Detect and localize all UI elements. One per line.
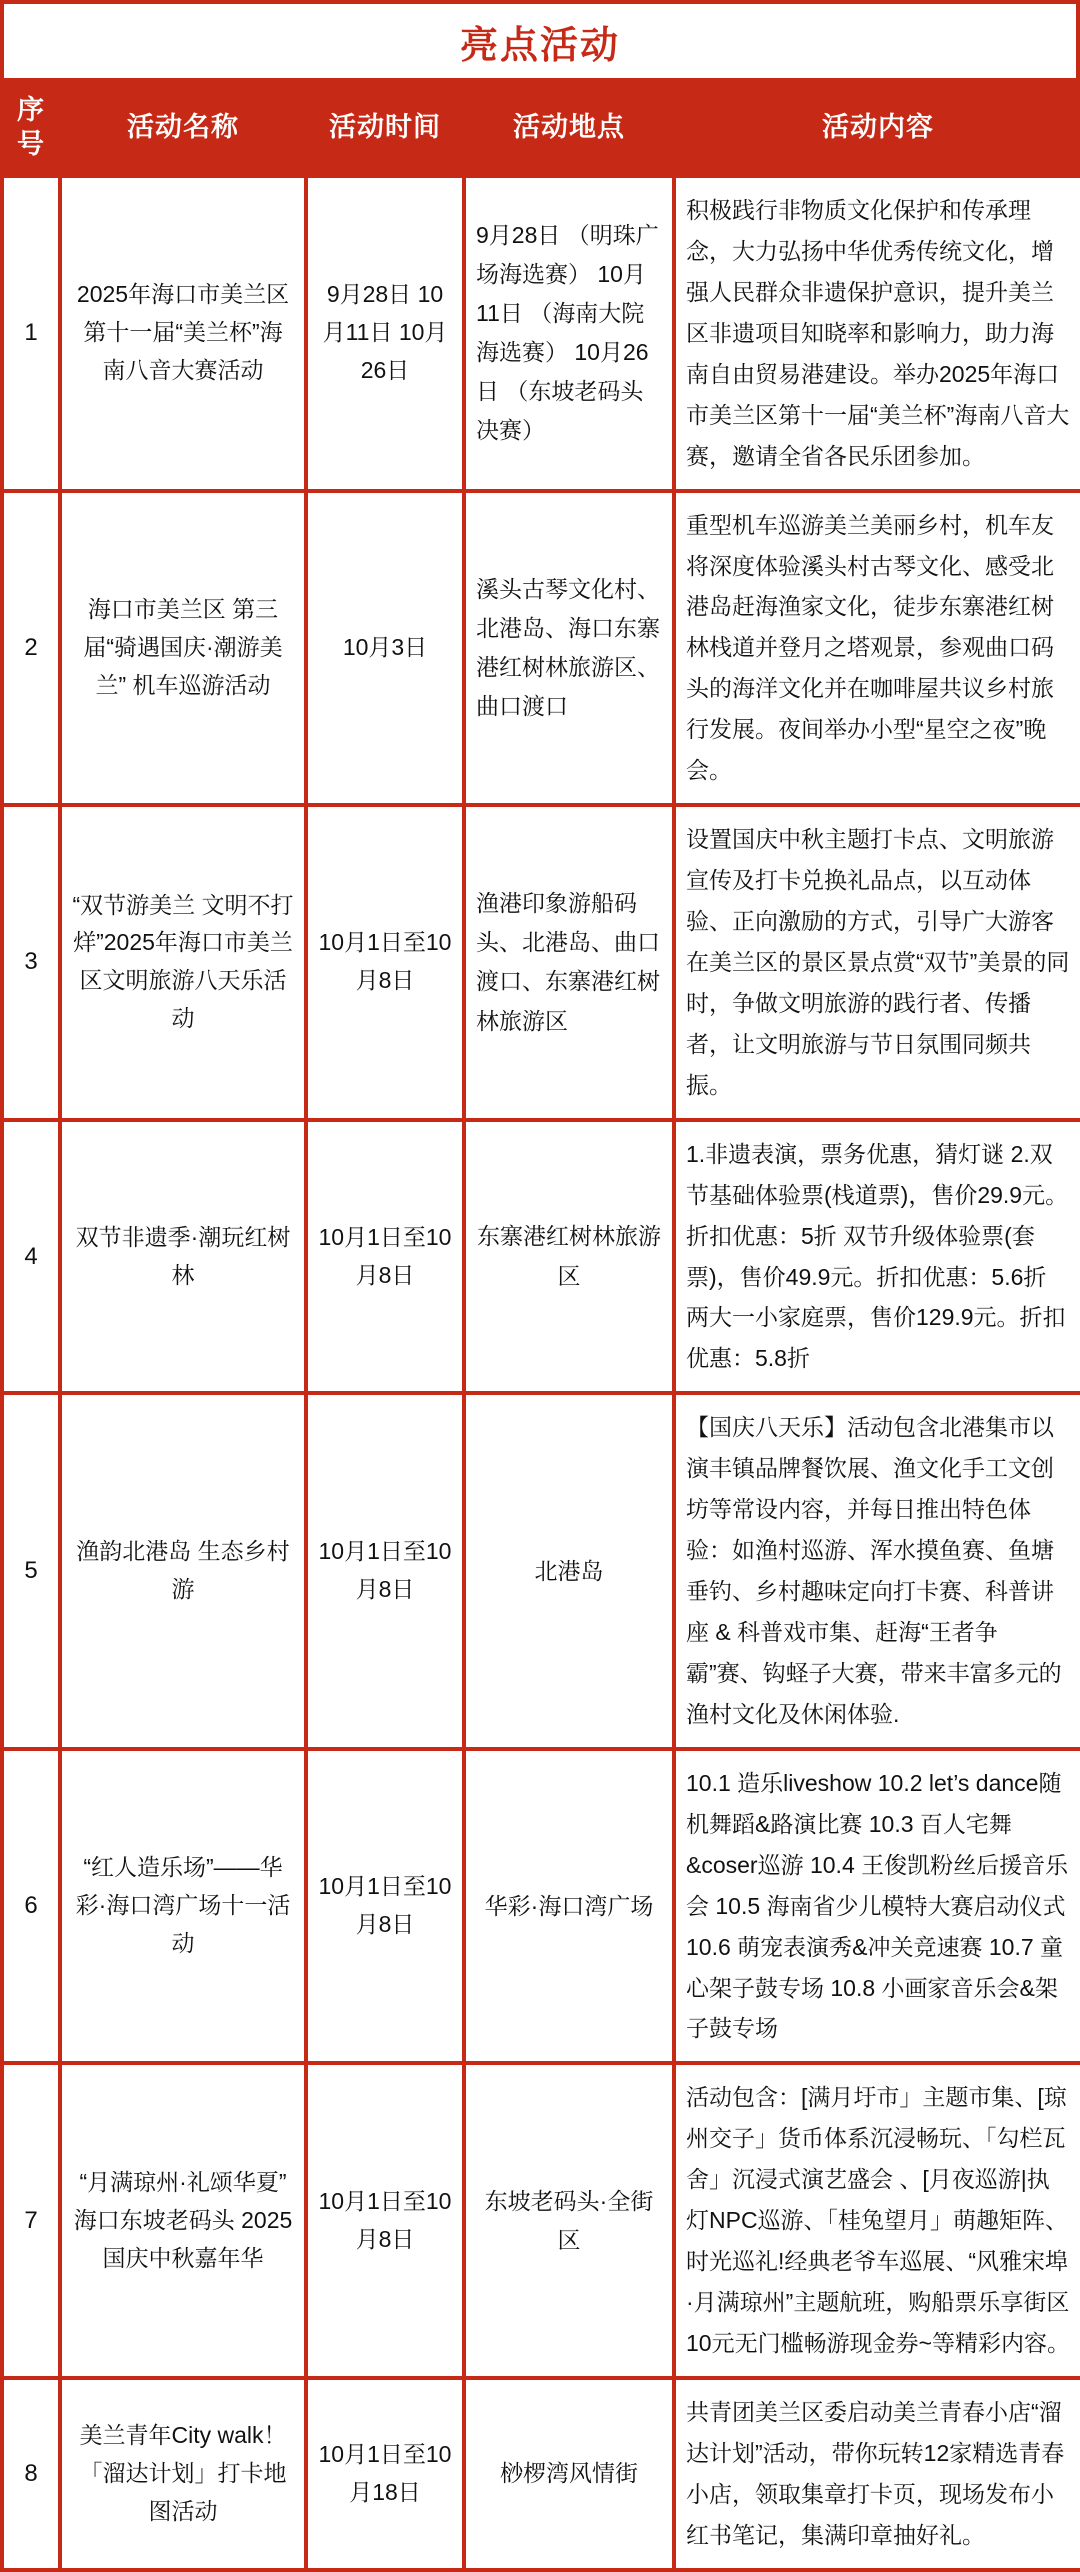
activity-place: 溪头古琴文化村、北港岛、海口东寨港红树林旅游区、 曲口渡口 [464,491,674,806]
activity-name: 美兰青年City walk！「溜达计划」打卡地图活动 [60,2378,306,2570]
activity-time: 10月1日至10月8日 [306,1120,464,1394]
activity-place: 东寨港红树林旅游区 [464,1120,674,1394]
table-row [2,176,1080,491]
activity-place: 9月28日 （明珠广场海选赛） 10月11日 （海南大院海选赛） 10月26日 （东坡老码头决赛） [464,176,674,491]
activity-content: 10.1 造乐liveshow 10.2 let’s dance随机舞蹈&路演比赛 10.3 百人宅舞&coser巡游 10.4 王俊凯粉丝后援音乐会 10.5 海南省少儿模特大赛启动仪式 10.6 萌宠表演秀&冲关竞速赛 10.7 童心架子鼓专场 10.8 小画家音乐会&架子鼓专场 [674,1749,1080,2064]
activity-content: 1.非遗表演，票务优惠，猜灯谜 2.双节基础体验票(栈道票)，售价29.9元。折扣优惠：5折 双节升级体验票(套票)，售价49.9元。折扣优惠：5.6折 两大一小家庭票，售价129.9元。折扣优惠：5.8折 [674,1120,1080,1394]
activities-table [0,78,1080,2572]
activity-content: 共青团美兰区委启动美兰青春小店“溜达计划”活动，带你玩转12家精选青春小店，领取集章打卡页，现场发布小红书笔记，集满印章抽好礼。 [674,2378,1080,2570]
column-header-name: 活动名称 [60,80,306,176]
activity-name: 渔韵北港岛 生态乡村游 [60,1393,306,1749]
activity-time: 10月3日 [306,491,464,806]
row-number: 5 [2,1393,60,1749]
activity-time: 10月1日至10月8日 [306,1749,464,2064]
activity-content: 重型机车巡游美兰美丽乡村，机车友将深度体验溪头村古琴文化、感受北港岛赶海渔家文化，徒步东寨港红树林栈道并登月之塔观景，参观曲口码头的海洋文化并在咖啡屋共议乡村旅行发展。夜间举办小型“星空之夜”晚会。 [674,491,1080,806]
table-row [2,2063,1080,2378]
table-body [2,176,1080,2570]
column-header-place: 活动地点 [464,80,674,176]
activity-place: 桫椤湾风情街 [464,2378,674,2570]
activity-place: 华彩·海口湾广场 [464,1749,674,2064]
row-number: 6 [2,1749,60,2064]
column-header-content: 活动内容 [674,80,1080,176]
row-number: 3 [2,805,60,1120]
activity-name: “月满琼州·礼颂华夏” 海口东坡老码头 2025国庆中秋嘉年华 [60,2063,306,2378]
activity-time: 10月1日至10月8日 [306,2063,464,2378]
activity-place: 北港岛 [464,1393,674,1749]
table-header-row [2,80,1080,176]
table-row [2,805,1080,1120]
activity-time: 10月1日至10月18日 [306,2378,464,2570]
activity-name: 海口市美兰区 第三届“骑遇国庆·潮游美兰” 机车巡游活动 [60,491,306,806]
activity-place: 渔港印象游船码头、北港岛、曲口渡口、东寨港红树林旅游区 [464,805,674,1120]
row-number: 7 [2,2063,60,2378]
activity-name: “红人造乐场”——华彩·海口湾广场十一活动 [60,1749,306,2064]
row-number: 8 [2,2378,60,2570]
activity-name: 2025年海口市美兰区第十一届“美兰杯”海南八音大赛活动 [60,176,306,491]
row-number: 2 [2,491,60,806]
table-row [2,1393,1080,1749]
activity-content: 活动包含：[满月圩市」主题市集、[琼州交子」货币体系沉浸畅玩、「勾栏瓦舍」沉浸式演艺盛会 、[月夜巡游|执灯NPC巡游、「桂兔望月」萌趣矩阵、时光巡礼!经典老爷车巡展、“风雅宋埠·月满琼州”主题航班，购船票乐享街区10元无门槛畅游现金券~等精彩内容。 [674,2063,1080,2378]
page-title-bar [0,0,1080,78]
row-number: 1 [2,176,60,491]
table-header [2,80,1080,176]
column-header-time: 活动时间 [306,80,464,176]
activity-content: 设置国庆中秋主题打卡点、文明旅游宣传及打卡兑换礼品点，以互动体验、正向激励的方式，引导广大游客在美兰区的景区景点赏“双节”美景的同时，争做文明旅游的践行者、传播者，让文明旅游与节日氛围同频共振。 [674,805,1080,1120]
activity-name: 双节非遗季·潮玩红树林 [60,1120,306,1394]
activity-place: 东坡老码头·全街区 [464,2063,674,2378]
column-header-no: 序号 [2,80,60,176]
activity-time: 10月1日至10月8日 [306,1393,464,1749]
table-row [2,2378,1080,2570]
row-number: 4 [2,1120,60,1394]
activity-content: 积极践行非物质文化保护和传承理念，大力弘扬中华优秀传统文化，增强人民群众非遗保护意识，提升美兰区非遗项目知晓率和影响力，助力海南自由贸易港建设。举办2025年海口市美兰区第十一届“美兰杯”海南八音大赛，邀请全省各民乐团参加。 [674,176,1080,491]
page-title: 亮点活动 [459,24,620,67]
activity-time: 10月1日至10月8日 [306,805,464,1120]
activity-name: “双节游美兰 文明不打烊”2025年海口市美兰区文明旅游八天乐活动 [60,805,306,1120]
activity-time: 9月28日 10月11日 10月26日 [306,176,464,491]
table-row [2,1749,1080,2064]
table-row [2,1120,1080,1394]
activity-content: 【国庆八天乐】活动包含北港集市以演丰镇品牌餐饮展、渔文化手工文创坊等常设内容，并每日推出特色体验：如渔村巡游、浑水摸鱼赛、鱼塘垂钓、乡村趣味定向打卡赛、科普讲座 & 科普戏市集、赶海“王者争霸”赛、钩蛏子大赛，带来丰富多元的渔村文化及休闲体验. [674,1393,1080,1749]
table-row [2,491,1080,806]
